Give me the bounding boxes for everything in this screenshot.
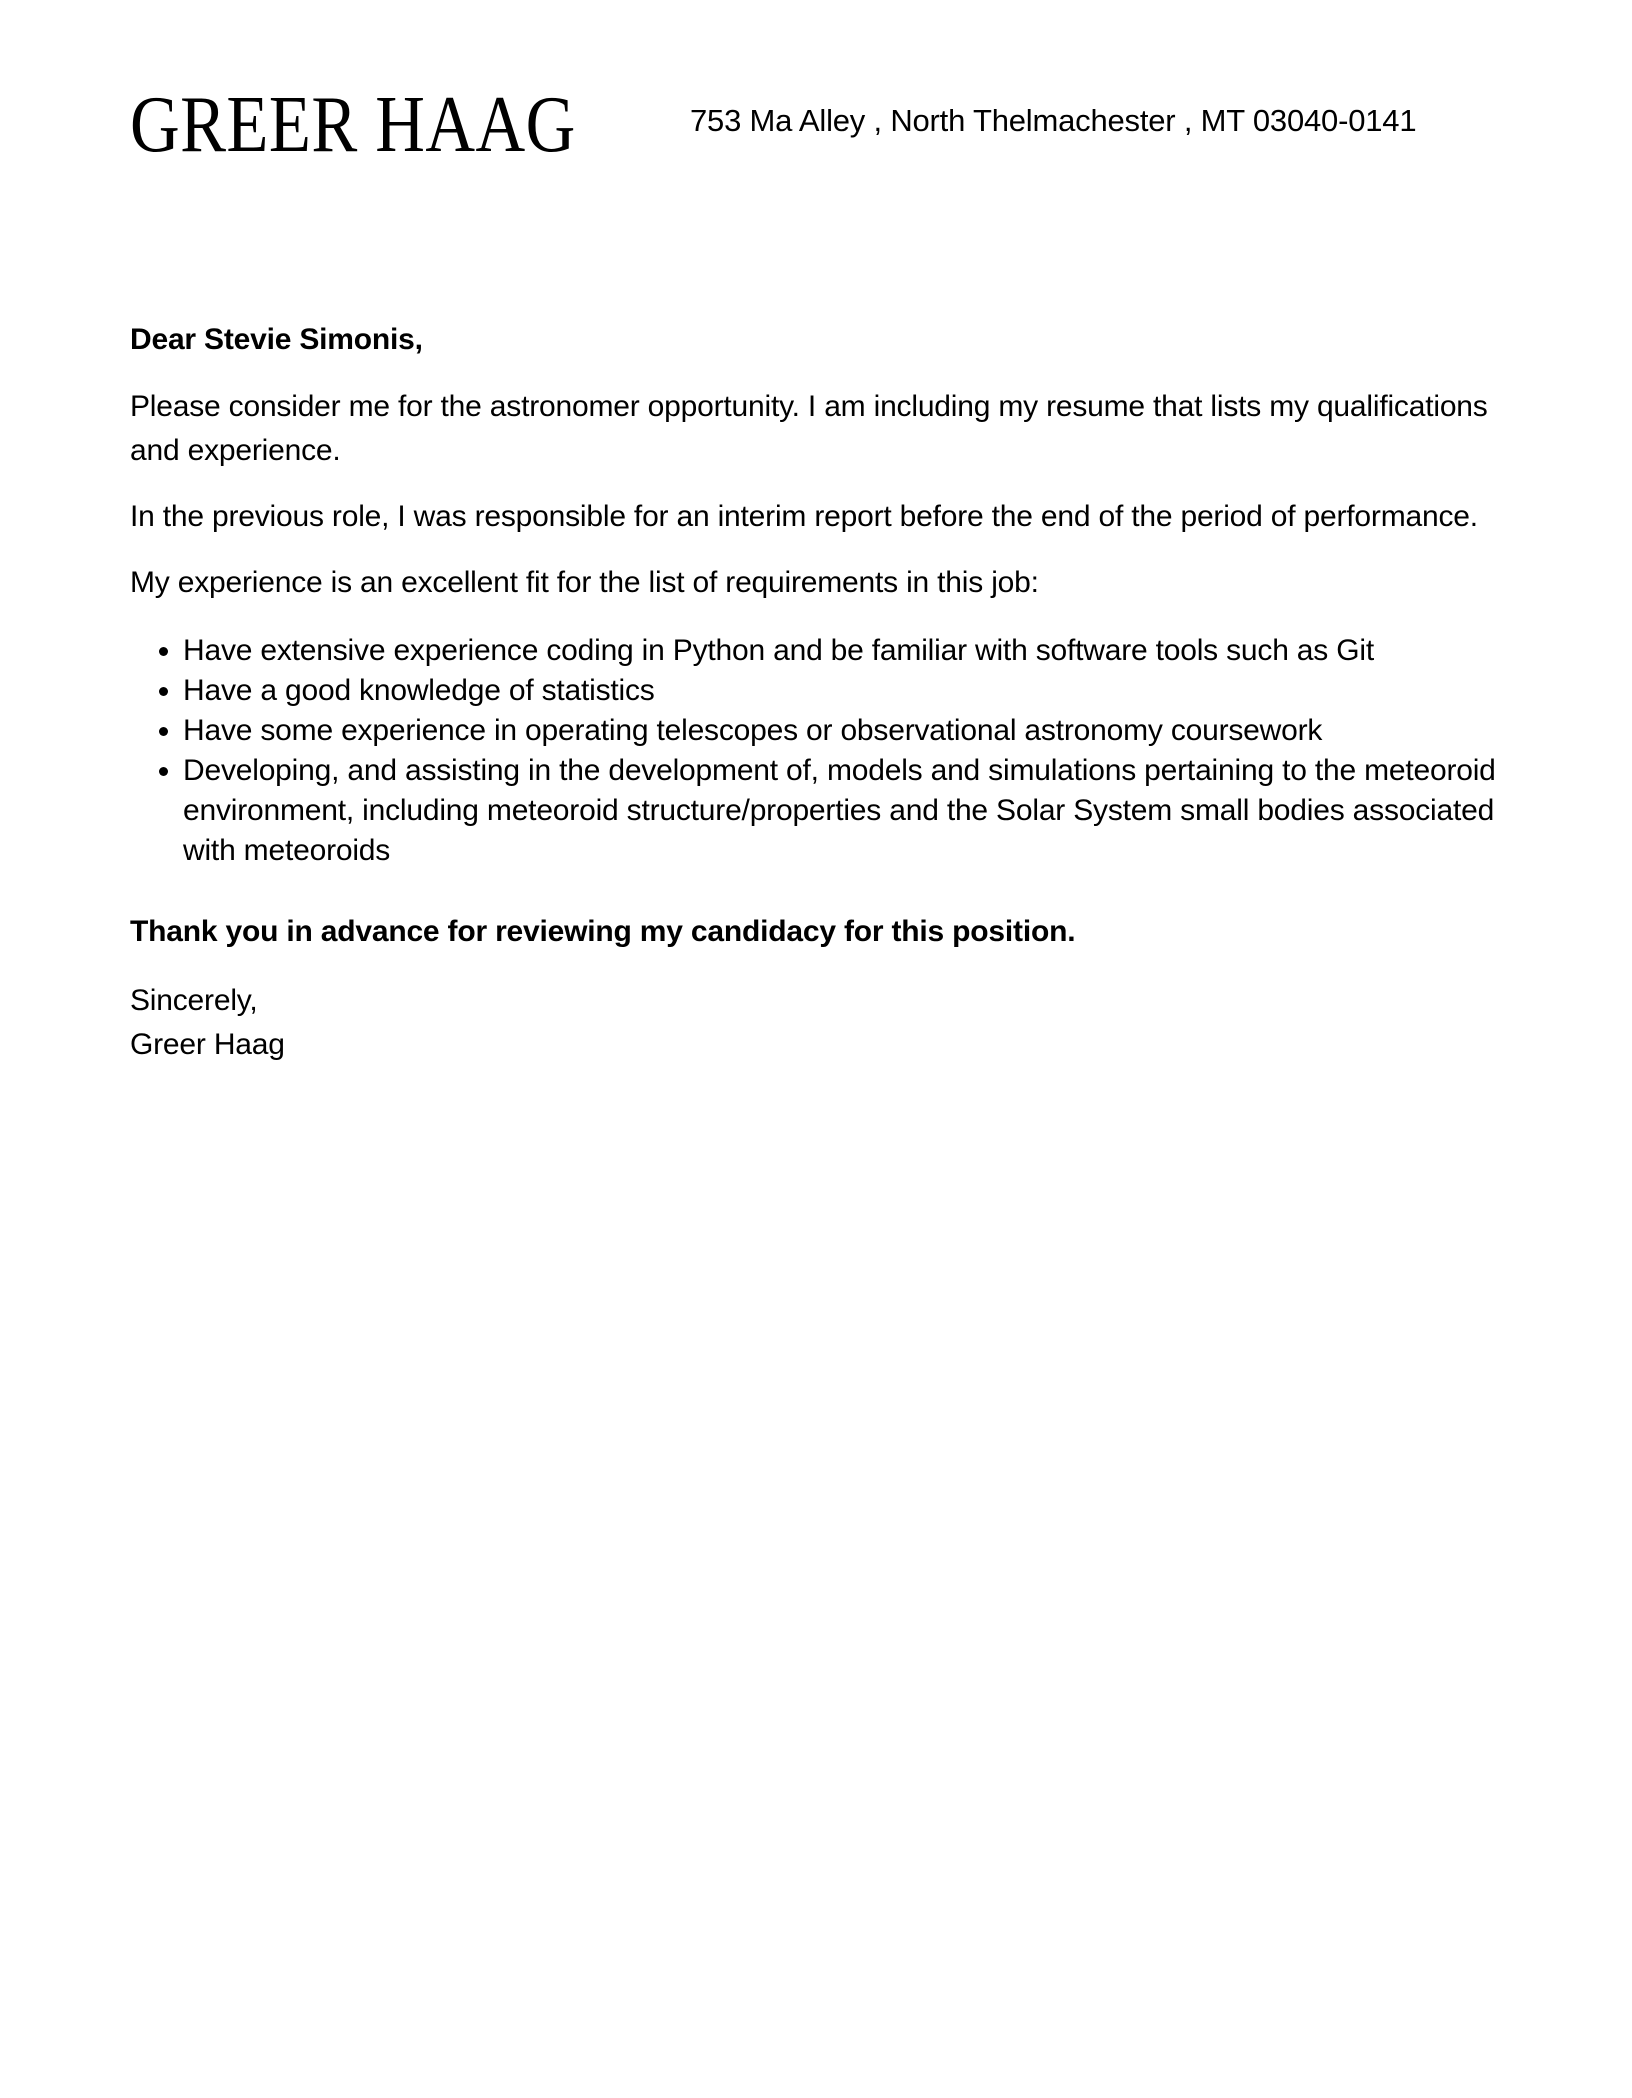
letter-body: [130, 318, 1540, 1067]
letterhead-address: 753 Ma Alley , North Thelmachester , MT 03040-0141: [690, 103, 1417, 138]
letterhead-name: GREER HAAG: [130, 81, 576, 169]
list-item: • Developing, and assisting in the development of, models and simulations pertaining to the meteoroid environment, including meteoroid structure/properties and the Solar System small bodies associated with meteoroids: [183, 751, 1540, 871]
signoff: [130, 979, 1540, 1067]
paragraph-intro: Please consider me for the astronomer opportunity. I am including my resume that lists my qualifications and experience.: [130, 390, 1488, 467]
list-item: • Have some experience in operating telescopes or observational astronomy coursework: [183, 711, 1540, 751]
requirements-list: [130, 631, 1540, 871]
closing-statement: Thank you in advance for reviewing my candidacy for this position.: [130, 915, 1076, 948]
paragraph-previous-role: In the previous role, I was responsible for an interim report before the end of the period of performance.: [130, 500, 1478, 533]
salutation: Dear Stevie Simonis,: [130, 323, 423, 356]
valediction: Sincerely,: [130, 984, 258, 1017]
paragraph-requirements-lead-in: My experience is an excellent fit for the list of requirements in this job:: [130, 566, 1039, 599]
list-item: • Have extensive experience coding in Python and be familiar with software tools such as Git: [183, 631, 1540, 671]
list-item: • Have a good knowledge of statistics: [183, 671, 1540, 711]
signature: Greer Haag: [130, 1028, 285, 1061]
